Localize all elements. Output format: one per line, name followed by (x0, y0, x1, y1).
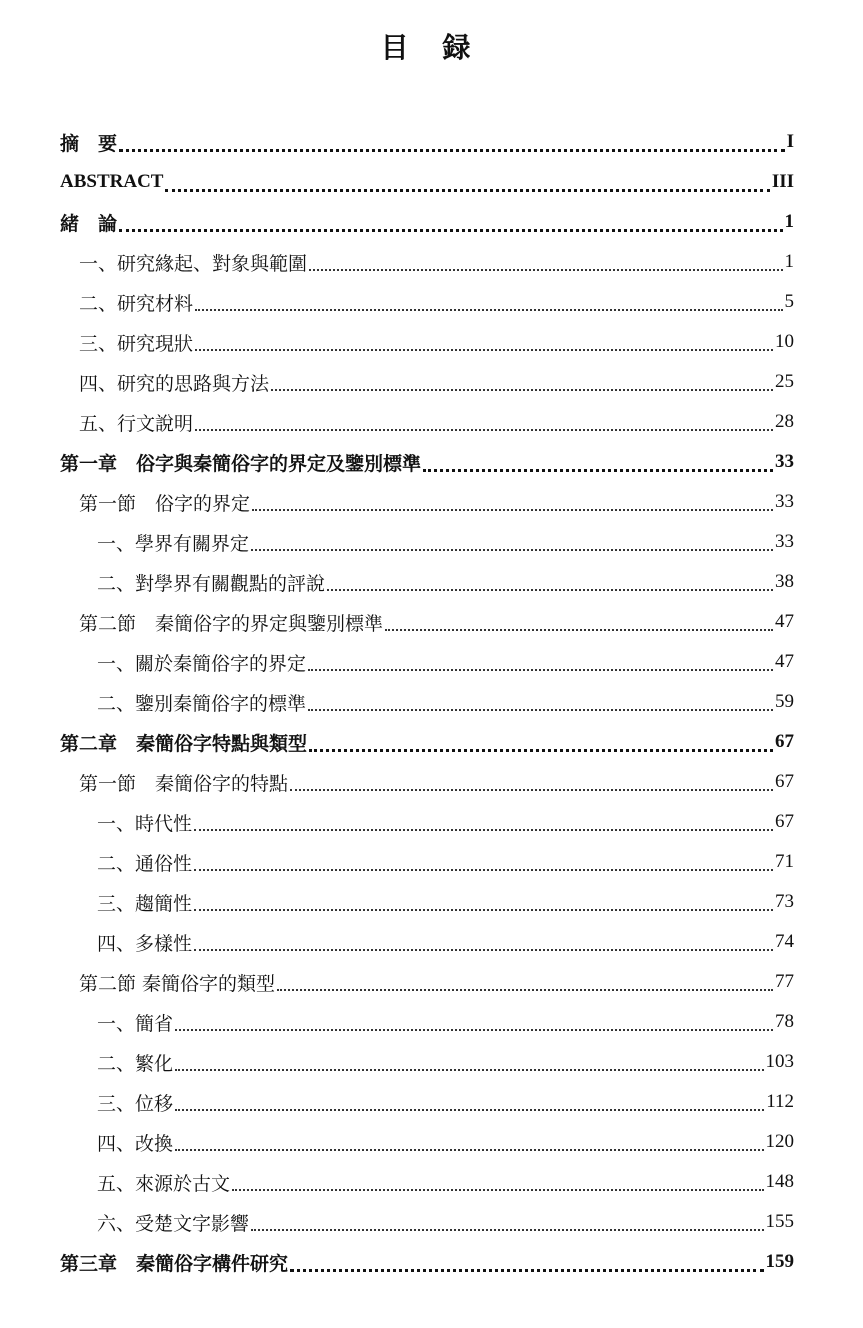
toc-entry[interactable] (60, 1202, 794, 1242)
toc-entry-page-number: 159 (765, 1251, 794, 1272)
toc-entry-page-number: 74 (775, 931, 794, 952)
toc-entry[interactable] (60, 682, 794, 722)
toc-entry-label: 第一節 俗字的界定 (79, 492, 251, 515)
toc-entry[interactable] (60, 202, 794, 242)
toc-entry-page-number: 59 (775, 691, 794, 712)
toc-entry-page-number: 73 (775, 891, 794, 912)
toc-entry[interactable] (60, 522, 794, 562)
dot-leader (290, 789, 773, 791)
toc-entry-page-number: 28 (775, 411, 794, 432)
toc-entry-page-number: 77 (775, 971, 794, 992)
toc-entry-label: 一、時代性 (97, 812, 193, 835)
toc-entry[interactable] (60, 1162, 794, 1202)
toc-entry-page-number: I (786, 131, 794, 152)
toc-entry-page-number: 1 (784, 251, 794, 272)
dot-leader (194, 909, 773, 911)
dot-leader (271, 389, 773, 391)
toc-entry-page-number: 67 (775, 731, 794, 752)
toc-entry-label: 一、研究緣起、對象與範圍 (79, 252, 308, 275)
toc-entry-page-number: 33 (775, 491, 794, 512)
dot-leader (165, 189, 769, 192)
toc-entry-label: 六、受楚文字影響 (97, 1212, 250, 1235)
toc-entry-label: 一、學界有關界定 (97, 532, 250, 555)
toc-entry-page-number: 47 (775, 611, 794, 632)
toc-entry[interactable] (60, 282, 794, 322)
toc-entry-label: 二、通俗性 (97, 852, 193, 875)
dot-leader (175, 1029, 773, 1031)
toc-entry-label: 第一章 俗字與秦簡俗字的界定及鑒別標準 (60, 452, 422, 475)
dot-leader (175, 1109, 764, 1111)
toc-entry-page-number: 47 (775, 651, 794, 672)
toc-entry-label: 五、來源於古文 (97, 1172, 231, 1195)
dot-leader (385, 629, 773, 631)
dot-leader (194, 869, 773, 871)
toc-entry-page-number: 10 (775, 331, 794, 352)
dot-leader (194, 949, 773, 951)
dot-leader (195, 309, 782, 311)
dot-leader (327, 589, 773, 591)
toc-entry[interactable] (60, 1002, 794, 1042)
toc-entry-page-number: 25 (775, 371, 794, 392)
toc-entry-page-number: 33 (775, 531, 794, 552)
dot-leader (308, 709, 773, 711)
toc-entry-page-number: III (771, 171, 794, 192)
toc-entry-page-number: 1 (784, 211, 794, 232)
toc-entry-label: 二、對學界有關觀點的評說 (97, 572, 326, 595)
toc-entry[interactable] (60, 1042, 794, 1082)
toc-entry[interactable] (60, 482, 794, 522)
dot-leader (309, 269, 782, 271)
dot-leader (252, 509, 773, 511)
dot-leader (195, 349, 773, 351)
dot-leader (251, 549, 773, 551)
toc-entry[interactable] (60, 362, 794, 402)
toc-entry-page-number: 38 (775, 571, 794, 592)
dot-leader (308, 669, 773, 671)
toc-entry[interactable] (60, 602, 794, 642)
toc-entry[interactable] (60, 762, 794, 802)
toc-entry-label: 第二節 秦簡俗字的界定與鑒別標準 (79, 612, 384, 635)
toc-entry-page-number: 148 (765, 1171, 794, 1192)
dot-leader (251, 1229, 763, 1231)
toc-entry-label: 二、研究材料 (79, 292, 194, 315)
toc-entry[interactable] (60, 802, 794, 842)
toc-entry-label: 一、簡省 (97, 1012, 174, 1035)
toc-entry-page-number: 112 (766, 1091, 794, 1112)
toc-entry-label: ABSTRACT (60, 171, 164, 192)
dot-leader (119, 149, 785, 152)
dot-leader (175, 1149, 763, 1151)
dot-leader (309, 749, 773, 752)
dot-leader (119, 229, 782, 232)
toc-entry-label: 一、關於秦簡俗字的界定 (97, 652, 307, 675)
dot-leader (194, 829, 773, 831)
toc-entry[interactable] (60, 562, 794, 602)
toc-entry[interactable] (60, 122, 794, 162)
dot-leader (290, 1269, 763, 1272)
toc-entry-label: 二、鑒別秦簡俗字的標準 (97, 692, 307, 715)
toc-entry[interactable] (60, 322, 794, 362)
toc-entry-label: 緒 論 (60, 212, 118, 235)
toc-entry-label: 二、繁化 (97, 1052, 174, 1075)
table-of-contents (60, 122, 794, 1282)
toc-entry[interactable] (60, 242, 794, 282)
toc-entry-page-number: 5 (784, 291, 794, 312)
toc-entry-page-number: 155 (765, 1211, 794, 1232)
dot-leader (423, 469, 773, 472)
toc-entry[interactable] (60, 442, 794, 482)
toc-entry[interactable] (60, 162, 794, 202)
toc-entry[interactable] (60, 882, 794, 922)
toc-entry-label: 四、研究的思路與方法 (79, 372, 270, 395)
toc-entry-label: 四、改換 (97, 1132, 174, 1155)
dot-leader (195, 429, 773, 431)
toc-entry[interactable] (60, 1082, 794, 1122)
toc-entry-label: 三、研究現狀 (79, 332, 194, 355)
toc-entry[interactable] (60, 962, 794, 1002)
dot-leader (277, 989, 773, 991)
toc-entry-label: 五、行文說明 (79, 412, 194, 435)
toc-entry-page-number: 67 (775, 811, 794, 832)
toc-entry[interactable] (60, 842, 794, 882)
toc-entry-label: 四、多樣性 (97, 932, 193, 955)
dot-leader (175, 1069, 763, 1071)
toc-entry-label: 第三章 秦簡俗字構件研究 (60, 1252, 289, 1275)
toc-entry[interactable] (60, 722, 794, 762)
toc-entry[interactable] (60, 1242, 794, 1282)
toc-entry-page-number: 78 (775, 1011, 794, 1032)
toc-entry-page-number: 33 (775, 451, 794, 472)
toc-entry[interactable] (60, 922, 794, 962)
toc-entry[interactable] (60, 402, 794, 442)
toc-entry-page-number: 71 (775, 851, 794, 872)
toc-entry[interactable] (60, 642, 794, 682)
toc-entry-label: 第二節 秦簡俗字的類型 (79, 972, 276, 995)
toc-entry-page-number: 120 (765, 1131, 794, 1152)
toc-entry[interactable] (60, 1122, 794, 1162)
toc-entry-label: 第一節 秦簡俗字的特點 (79, 772, 289, 795)
toc-entry-label: 第二章 秦簡俗字特點與類型 (60, 732, 308, 755)
toc-entry-label: 三、位移 (97, 1092, 174, 1115)
toc-entry-label: 三、趨簡性 (97, 892, 193, 915)
toc-entry-page-number: 67 (775, 771, 794, 792)
toc-entry-page-number: 103 (765, 1051, 794, 1072)
page-title: 目 録 (380, 31, 483, 64)
dot-leader (232, 1189, 763, 1191)
toc-entry-label: 摘 要 (60, 132, 118, 155)
